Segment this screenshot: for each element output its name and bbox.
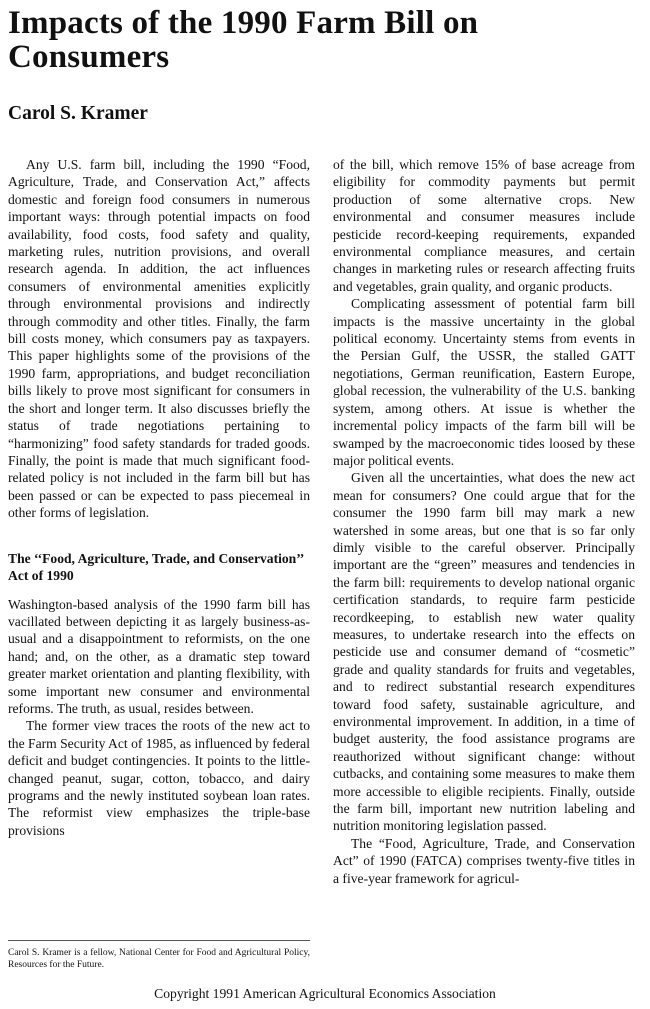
intro-paragraph: Any U.S. farm bill, including the 1990 “Food, Agriculture, Trade, and Conservation Act,” affects domestic and foreign food consumers in numerous important ways: through potential impacts on food availability, food costs, food safety and quality, marketing rules, nutrition provisions, and overall research agenda. In addition, the act influences consumers of environmental amenities explicitly through environmental provisions and indirectly through commodity and other titles. Finally, the farm bill costs money, which consumers pay as taxpayers. This paper highlights some of the provisions of the 1990 farm, appropriations, and budget reconciliation bills likely to prove most significant for consumers in the short and longer term. It also discusses briefly the status of trade negotiations pertaining to “harmonizing” food safety standards for traded goods. Finally, the point is made that much significant food-related policy is not included in the farm bill but has been passed or can be expected to pass piecemeal in other forms of legislation. [8, 157, 310, 521]
author-footnote: Carol S. Kramer is a fellow, National Center for Food and Agricultural Policy, Resources for the Future. [8, 940, 310, 971]
article-title: Impacts of the 1990 Farm Bill on Consumers [8, 5, 479, 75]
copyright-notice: Copyright 1991 American Agricultural Economics Association [154, 986, 496, 1001]
author-name: Carol S. Kramer [8, 103, 148, 124]
section-paragraph-1: Washington-based analysis of the 1990 farm bill has vacillated between depicting it as largely business-as-usual and a disappointment to reformists, on the one hand; and, on the other, as a dramatic step toward greater market orientation and planting flexibility, with some important new consumer and environmental reforms. The truth, as usual, resides between. [8, 596, 310, 716]
right-paragraph-4: The “Food, Agriculture, Trade, and Conservation Act” of 1990 (FATCA) comprises twenty-five titles in a five-year framework for agricul- [333, 835, 635, 886]
section-paragraph-2: The former view traces the roots of the new act to the Farm Security Act of 1985, as influenced by federal deficit and budget contingencies. It points to the little-changed peanut, sugar, cotton, tobacco, and dairy programs and the newly instituted soybean loan rates. The reformist view emphasizes the triple-base provisions [8, 718, 310, 838]
right-paragraph-1: of the bill, which remove 15% of base acreage from eligibility for commodity payments but permit production of some alternative crops. New environmental and consumer measures include pesticide record-keeping requirements, expanded environmental compliance measures, and certain changes in marketing rules or research affecting fruits and vegetables, grain quality, and organic products. [333, 157, 635, 294]
section-heading: The ‘‘Food, Agriculture, Trade, and Conservation’’ Act of 1990 [8, 550, 304, 583]
right-paragraph-2: Complicating assessment of potential farm bill impacts is the massive uncertainty in the global political economy. Uncertainty stems from events in the Persian Gulf, the USSR, the stalled GATT negotiations, German reunification, Eastern Europe, global recession, the vulnerability of the U.S. banking system, among others. At issue is whether the incremental policy impacts of the farm bill will be swamped by the macroeconomic tides loosed by these major political events. [333, 296, 635, 468]
right-column [333, 156, 635, 887]
left-column [8, 156, 310, 839]
right-paragraph-3: Given all the uncertainties, what does the new act mean for consumers? One could argue that for the consumer the 1990 farm bill may mark a new watershed in some areas, but one that is so far only dimly visible to the careful observer. Principally important are the “green” measures and tendencies in the farm bill: requirements to develop national organic certification standards, to require farm pesticide recordkeeping, to establish new water quality measures, to undertake research into the effects on pesticide use and consumer demand of “cosmetic” grade and quality standards for fruits and vegetables, and to redirect substantial research expenditures toward food safety, sustainable agriculture, and environmental improvement. In addition, in a time of budget austerity, the food assistance programs are reauthorized without significant change: without cutbacks, and containing some measures to make them more accessible to eligible recipients. Finally, outside the farm bill, important new nutrition labeling and nutrition monitoring legislation passed. [333, 470, 635, 834]
